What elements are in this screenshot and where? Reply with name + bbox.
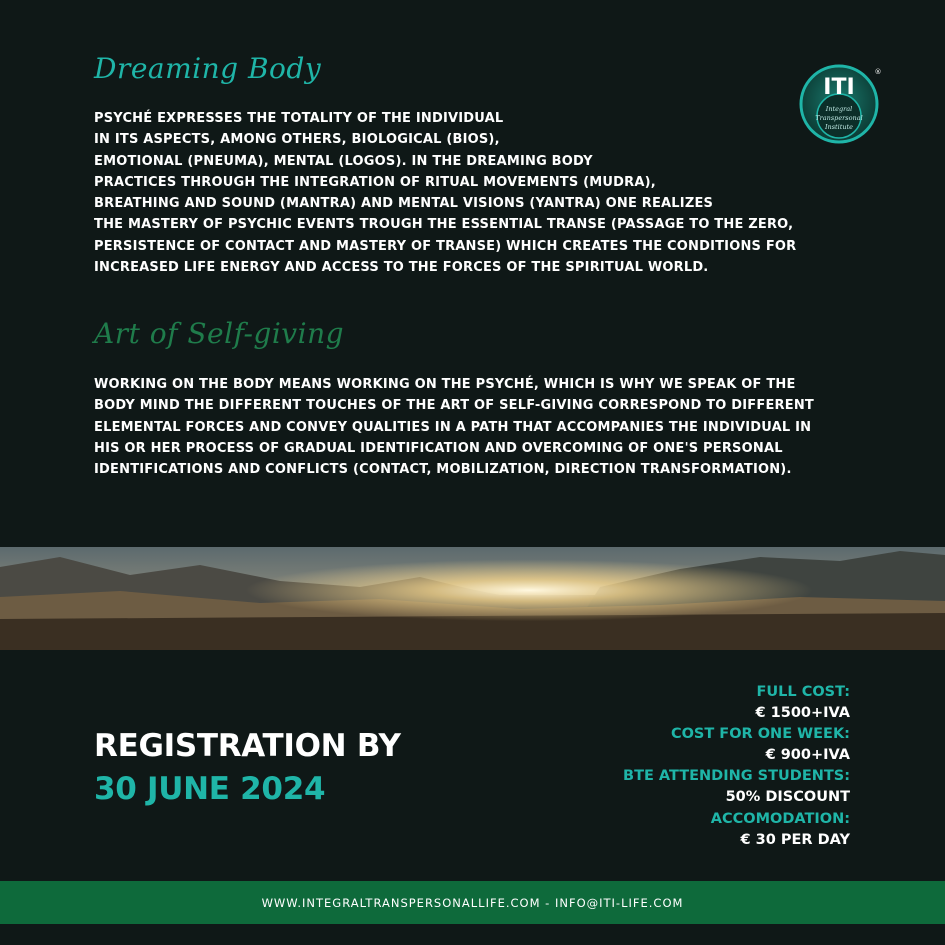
art-of-self-giving-heading: Art of Self-giving [94, 317, 345, 350]
text-line: IN ITS ASPECTS, AMONG OTHERS, BIOLOGICAL (BIOS), [94, 132, 500, 148]
text-line: IDENTIFICATIONS AND CONFLICTS (CONTACT, MOBILIZATION, DIRECTION TRANSFORMATION). [94, 462, 792, 478]
full-cost-value: € 1500+IVA [755, 705, 850, 722]
landscape-banner-image [0, 547, 945, 650]
students-label: BTE ATTENDING STUDENTS: [623, 768, 850, 785]
text-line: EMOTIONAL (PNEUMA), MENTAL (LOGOS). IN THE DREAMING BODY [94, 153, 593, 169]
text-line: THE MASTERY OF PSYCHIC EVENTS TROUGH THE ESSENTIAL TRANSE (PASSAGE TO THE ZERO, [94, 217, 794, 233]
text-line: WORKING ON THE BODY MEANS WORKING ON THE PSYCHÉ, WHICH IS WHY WE SPEAK OF THE [94, 377, 796, 392]
one-week-cost-label: COST FOR ONE WEEK: [670, 726, 850, 743]
one-week-cost-value: € 900+IVA [765, 747, 850, 764]
students-value: 50% DISCOUNT [725, 789, 850, 806]
registration-date: 30 JUNE 2024 [94, 771, 326, 807]
art-of-self-giving-text [94, 374, 814, 480]
text-line: INCREASED LIFE ENERGY AND ACCESS TO THE FORCES OF THE SPIRITUAL WORLD. [94, 260, 709, 276]
text-line: PERSISTENCE OF CONTACT AND MASTERY OF TRANSE) WHICH CREATES THE CONDITIONS FOR [94, 238, 797, 254]
logo-subtitle-line: Institute [824, 123, 854, 131]
text-line: BREATHING AND SOUND (MANTRA) AND MENTAL VISIONS (YANTRA) ONE REALIZES [94, 196, 714, 212]
dreaming-body-heading: Dreaming Body [94, 52, 322, 85]
accommodation-label: ACCOMODATION: [710, 810, 850, 827]
footer-bar [0, 881, 945, 924]
text-line: HIS OR HER PROCESS OF GRADUAL IDENTIFICATION AND OVERCOMING OF ONE'S PERSONAL [94, 440, 783, 456]
text-line: ELEMENTAL FORCES AND CONVEY QUALITIES IN A PATH THAT ACCOMPANIES THE INDIVIDUAL IN [94, 419, 812, 435]
logo-subtitle-line: Integral [825, 105, 853, 113]
cost-list [623, 682, 850, 851]
accommodation-value: € 30 PER DAY [740, 831, 850, 848]
logo-registered: ® [874, 68, 882, 76]
footer-contact-text[interactable]: WWW.INTEGRALTRANSPERSONALLIFE.COM - INFO@ITI-LIFE.COM [261, 895, 684, 910]
full-cost-label: FULL COST: [756, 684, 850, 700]
logo-subtitle-line: Transpersonal [815, 114, 863, 122]
text-line: BODY MIND THE DIFFERENT TOUCHES OF THE ART OF SELF-GIVING CORRESPOND TO DIFFERENT [94, 398, 814, 414]
dreaming-body-text [94, 108, 796, 278]
logo-text: ITI [823, 75, 855, 100]
text-line: PSYCHÉ EXPRESSES THE TOTALITY OF THE INDIVIDUAL [94, 111, 504, 126]
iti-logo [798, 64, 882, 148]
text-line: PRACTICES THROUGH THE INTEGRATION OF RITUAL MOVEMENTS (MUDRA), [94, 174, 656, 190]
registration-title: REGISTRATION BY [94, 728, 401, 764]
